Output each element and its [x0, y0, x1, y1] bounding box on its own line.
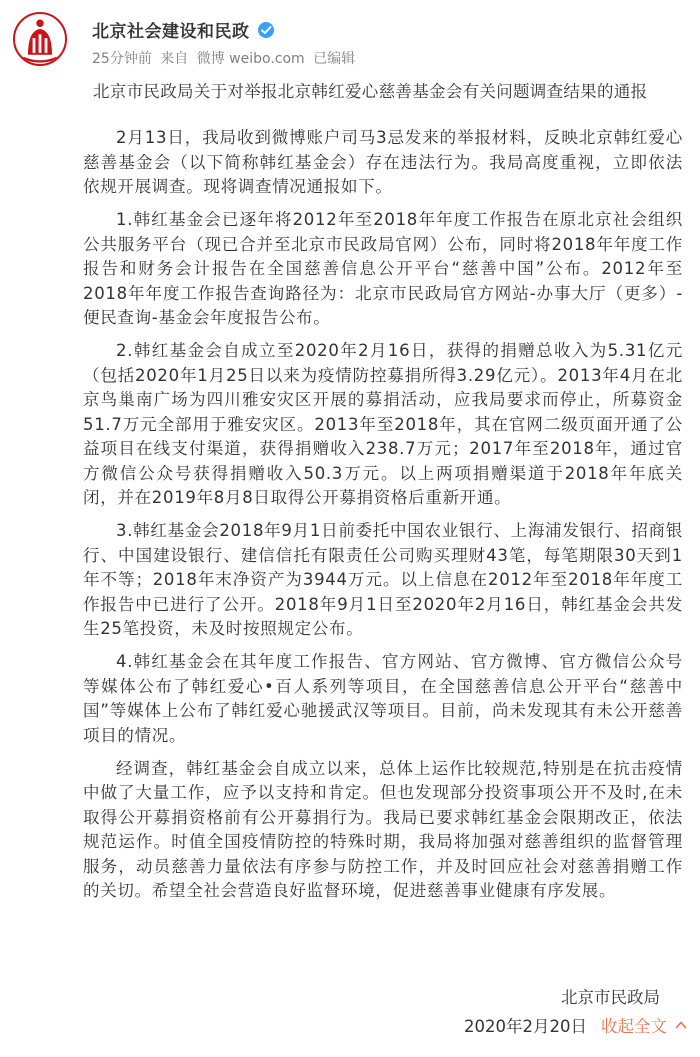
paragraph: 4.韩红基金会在其年度工作报告、官方网站、官方微博、官方微信公众号等媒体公布了韩红爱心•百人系列等项目，在全国慈善信息公开平台“慈善中国”等媒体上公布了韩红爱心驰援武汉等项目。目前，尚未发现其有未公开慈善项目的情况。: [83, 652, 683, 745]
paragraph: 经调查，韩红基金会自成立以来，总体上运作比较规范,特别是在抗击疫情中做了大量工作，应予以支持和肯定。但也发现部分投资事项公开不及时,在未取得公开募捐资格前有公开募捐行为。我局已要求韩红基金会限期改正，依法规范运作。时值全国疫情防控的特殊时期，我局将加强对慈善组织的监督管理服务，动员慈善力量依法有序参与防控工作，并及时回应社会对慈善捐赠工作的关切。希望全社会营造良好监督环境，促进慈善事业健康有序发展。: [83, 758, 683, 900]
chevron-up-icon[interactable]: [675, 1019, 687, 1031]
signature: 北京市民政局: [561, 988, 660, 1007]
account-name[interactable]: 北京社会建设和民政: [92, 22, 250, 42]
source-prefix: 来自: [160, 51, 189, 67]
date-row: [464, 1013, 687, 1037]
paragraph: 3.韩红基金会2018年9月1日前委托中国农业银行、上海浦发银行、招商银行、中国建设银行、建信信托有限责任公司购买理财43笔，每笔期限30天到1年不等；2018年末净资产为3944万元。以上信息在2012年至2018年年度工作报告中已进行了公开。2018年9月1日至2020年2月16日，韩红基金会共发生25笔投资，未及时按照规定公布。: [83, 521, 683, 638]
post-header: [0, 0, 700, 74]
paragraph: 2.韩红基金会自成立至2020年2月16日，获得的捐赠总收入为5.31亿元（包括2020年1月25日以来为疫情防控募捐所得3.29亿元）。2013年4月在北京鸟巢南广场为四川雅安灾区开展的募捐活动，应我局要求而停止，所募资金51.7万元全部用于雅安灾区。2013年至2018年，其在官网二级页面开通了公益项目在线支付渠道，获得捐赠收入238.7万元；2017年至2018年，通过官方微信公众号获得捐赠收入50.3万元。以上两项捐赠渠道于2018年年底关闭，并在2019年8月8日取得公开募捐资格后重新开通。: [83, 341, 683, 507]
post-title: 北京市民政局关于对举报北京韩红爱心慈善基金会有关问题调查结果的通报: [93, 82, 648, 101]
post-meta: [92, 48, 359, 68]
account-name-row: [92, 17, 276, 42]
paragraph: 1.韩红基金会已逐年将2012年至2018年年度工作报告在原北京社会组织公共服务平台（现已合并至北京市民政局官网）公布，同时将2018年年度工作报告和财务会计报告在全国慈善信息公开平台“慈善中国”公布。2012年至2018年年度工作报告查询路径为：北京市民政局官方网站-办事大厅（更多）-便民查询-基金会年度报告公布。: [83, 210, 683, 327]
post-time[interactable]: 25分钟前: [92, 51, 152, 67]
avatar[interactable]: [13, 12, 67, 66]
paragraph: 2月13日，我局收到微博账户司马3忌发来的举报材料，反映北京韩红爱心慈善基金会（以下简称韩红基金会）存在违法行为。我局高度重视，立即依法依规开展调查。现将调查情况通报如下。: [83, 128, 683, 196]
verified-badge-icon: [256, 20, 276, 40]
post-source[interactable]: 微博 weibo.com: [196, 51, 305, 67]
collapse-button[interactable]: 收起全文: [601, 1017, 667, 1036]
ministry-logo-icon: [15, 14, 65, 64]
post-body: [83, 126, 683, 912]
post-date: 2020年2月20日: [464, 1017, 587, 1036]
edited-label[interactable]: 已编辑: [313, 51, 356, 67]
